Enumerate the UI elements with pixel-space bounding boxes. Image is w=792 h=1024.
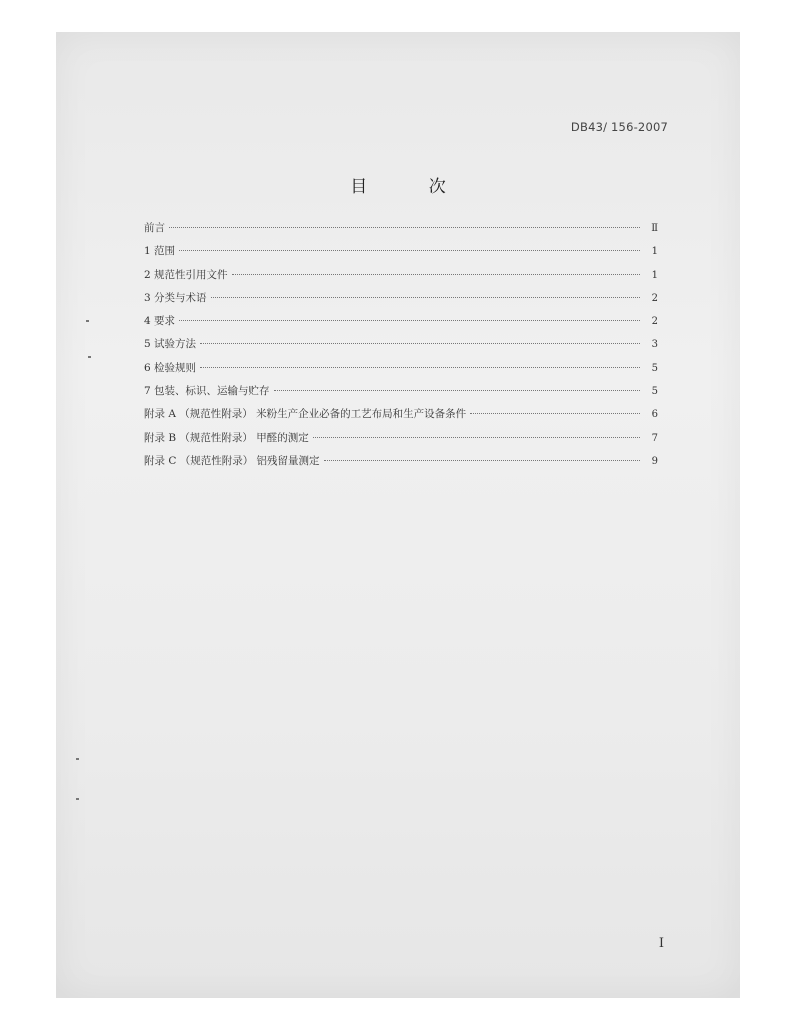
toc-leader-dots: [179, 320, 640, 321]
toc-entry-page: 3: [651, 339, 658, 351]
toc-entry-classification-terms[interactable]: [144, 290, 658, 313]
toc-leader-dots: [179, 250, 640, 251]
toc-entry-page: 1: [651, 269, 658, 281]
toc-entry-page: 7: [651, 432, 658, 444]
document-number: DB43/ 156-2007: [570, 120, 668, 134]
toc-entry-label: 6 检验规则: [144, 361, 197, 374]
toc-leader-dots: [324, 460, 640, 461]
toc-entry-page: 9: [651, 455, 658, 467]
toc-leader-dots: [211, 297, 640, 298]
toc-leader-dots: [470, 413, 640, 414]
toc-entry-label: 1 范围: [144, 245, 176, 258]
toc-entry-label: 前言: [144, 222, 165, 234]
toc-entry-label: 附录 C （规范性附录） 铝残留量测定: [144, 454, 320, 467]
toc-leader-dots: [169, 227, 640, 228]
toc-entry-test-methods[interactable]: [144, 336, 658, 359]
toc-entry-page: 2: [651, 292, 658, 304]
toc-leader-dots: [200, 343, 640, 344]
toc-entry-inspection-rules[interactable]: [144, 360, 658, 383]
scan-speck: [86, 320, 89, 322]
toc-entry-label: 附录 A （规范性附录） 米粉生产企业必备的工艺布局和生产设备条件: [144, 408, 467, 421]
toc-entry-packaging[interactable]: [144, 383, 658, 406]
toc-entry-requirements[interactable]: [144, 313, 658, 336]
toc-entry-scope[interactable]: [144, 243, 658, 266]
document-page: [56, 32, 740, 998]
toc-entry-page: 1: [651, 246, 658, 258]
table-of-contents: [144, 220, 658, 476]
toc-entry-label: 4 要求: [144, 315, 176, 328]
page-number: I: [658, 936, 664, 951]
toc-entry-foreword[interactable]: [144, 220, 658, 243]
scan-speck: [76, 758, 79, 760]
scan-speck: [88, 356, 91, 358]
toc-entry-page: 6: [651, 409, 658, 421]
toc-entry-appendix-c[interactable]: [144, 453, 658, 476]
toc-entry-label: 2 规范性引用文件: [144, 268, 228, 281]
toc-leader-dots: [313, 437, 640, 438]
toc-title: 目 次: [350, 177, 474, 197]
toc-entry-appendix-b[interactable]: [144, 430, 658, 453]
toc-leader-dots: [232, 274, 640, 275]
toc-entry-label: 附录 B （规范性附录） 甲醛的测定: [144, 431, 309, 444]
toc-entry-label: 7 包装、标识、运输与贮存: [144, 385, 270, 398]
toc-entry-page: 2: [651, 316, 658, 328]
toc-entry-page: Ⅱ: [651, 223, 658, 234]
toc-entry-page: 5: [651, 386, 658, 398]
toc-entry-label: 5 试验方法: [144, 338, 197, 351]
toc-entry-appendix-a[interactable]: [144, 406, 658, 429]
toc-entry-label: 3 分类与术语: [144, 291, 207, 304]
toc-leader-dots: [274, 390, 640, 391]
scan-speck: [76, 798, 79, 800]
toc-entry-normative-references[interactable]: [144, 267, 658, 290]
toc-leader-dots: [200, 367, 640, 368]
toc-entry-page: 5: [651, 362, 658, 374]
